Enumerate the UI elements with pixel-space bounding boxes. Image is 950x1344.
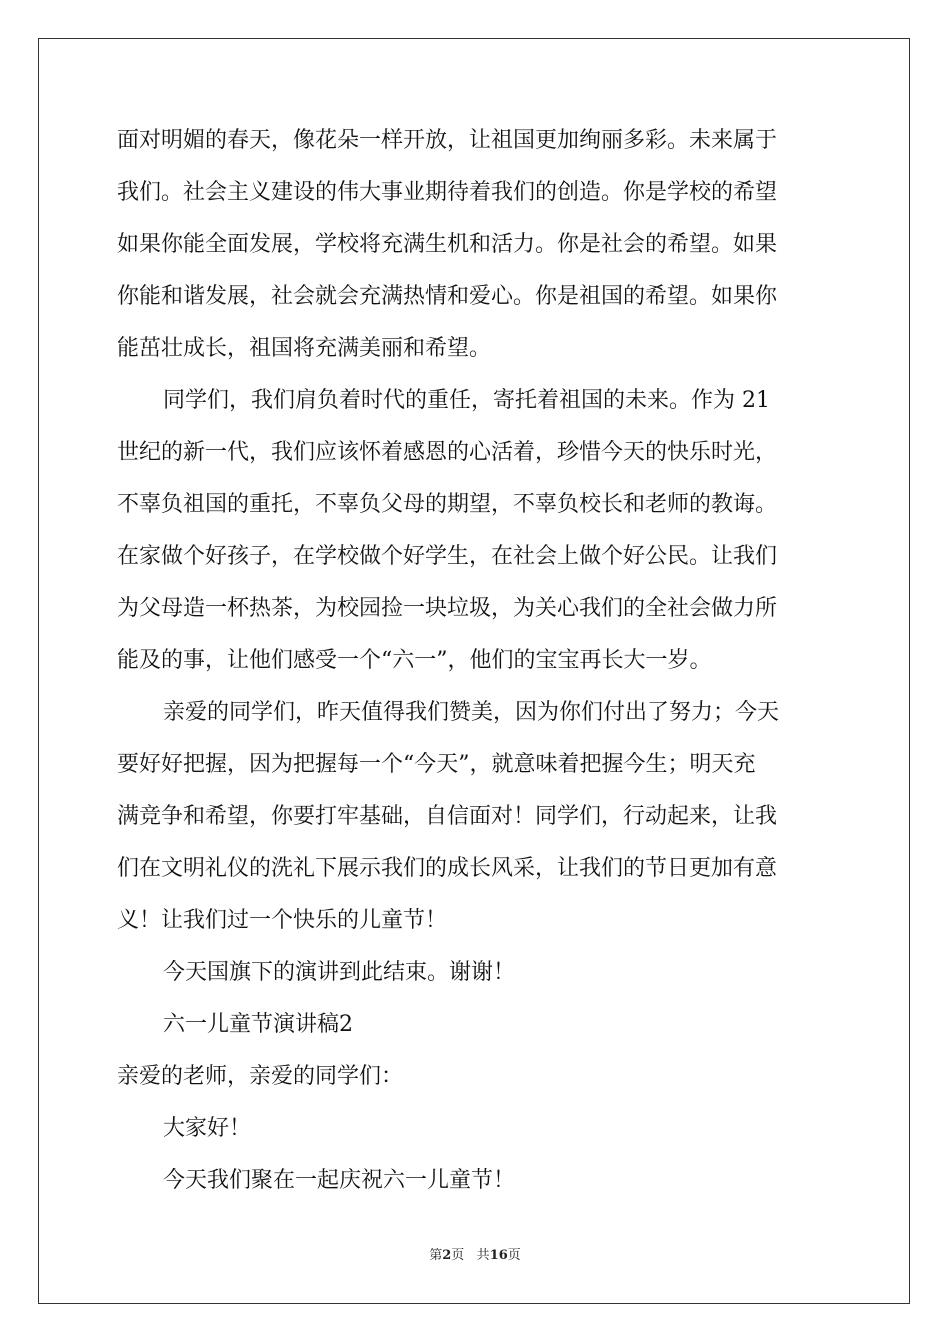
paragraph-start-line: 亲爱的同学们，昨天值得我们赞美，因为你们付出了努力；今天 [163,700,780,725]
page-current-number: 2 [442,1248,452,1263]
text-line: 在家做个好孩子，在学校做个好学生，在社会上做个好公民。让我们 [117,544,778,569]
text-line: 能及的事，让他们感受一个“六一”，他们的宝宝再长大一岁。 [117,648,712,673]
greeting-line: 大家好！ [163,1116,252,1141]
page-prefix: 第 [429,1248,443,1263]
text-line: 义！让我们过一个快乐的儿童节！ [117,908,448,933]
page-footer [0,1247,950,1265]
text-line: 不辜负祖国的重托，不辜负父母的期望，不辜负校长和老师的教诲。 [117,492,778,517]
text-line: 面对明媚的春天，像花朵一样开放，让祖国更加绚丽多彩。未来属于 [117,128,778,153]
paragraph-start-line: 同学们，我们肩负着时代的重任，寄托着祖国的未来。作为 21 [163,388,770,413]
paragraph-start-line: 今天国旗下的演讲到此结束。谢谢！ [163,960,516,985]
text-line: 如果你能全面发展，学校将充满生机和活力。你是社会的希望。如果 [117,232,778,257]
total-suffix: 页 [507,1248,521,1263]
section-title: 六一儿童节演讲稿2 [163,1012,353,1037]
text-line: 能茁壮成长，祖国将充满美丽和希望。 [117,336,492,361]
text-line: 要好好把握，因为把握每一个“今天”，就意味着把握今生；明天充 [117,752,756,777]
page-suffix: 页 [451,1248,465,1263]
text-line: 世纪的新一代，我们应该怀着感恩的心活着，珍惜今天的快乐时光， [117,440,778,465]
total-prefix: 共 [476,1248,490,1263]
page-total-number: 16 [489,1248,508,1263]
text-line: 为父母造一杯热茶，为校园捡一块垃圾，为关心我们的全社会做力所 [117,596,778,621]
text-line: 你能和谐发展，社会就会充满热情和爱心。你是祖国的希望。如果你 [117,284,778,309]
paragraph-start-line: 今天我们聚在一起庆祝六一儿童节！ [163,1168,516,1193]
salutation-line: 亲爱的老师，亲爱的同学们： [117,1064,404,1089]
text-line: 满竞争和希望，你要打牢基础，自信面对！同学们，行动起来，让我 [117,804,778,829]
text-line: 们在文明礼仪的洗礼下展示我们的成长风采，让我们的节日更加有意 [117,856,778,881]
text-line: 我们。社会主义建设的伟大事业期待着我们的创造。你是学校的希望 [117,180,778,205]
